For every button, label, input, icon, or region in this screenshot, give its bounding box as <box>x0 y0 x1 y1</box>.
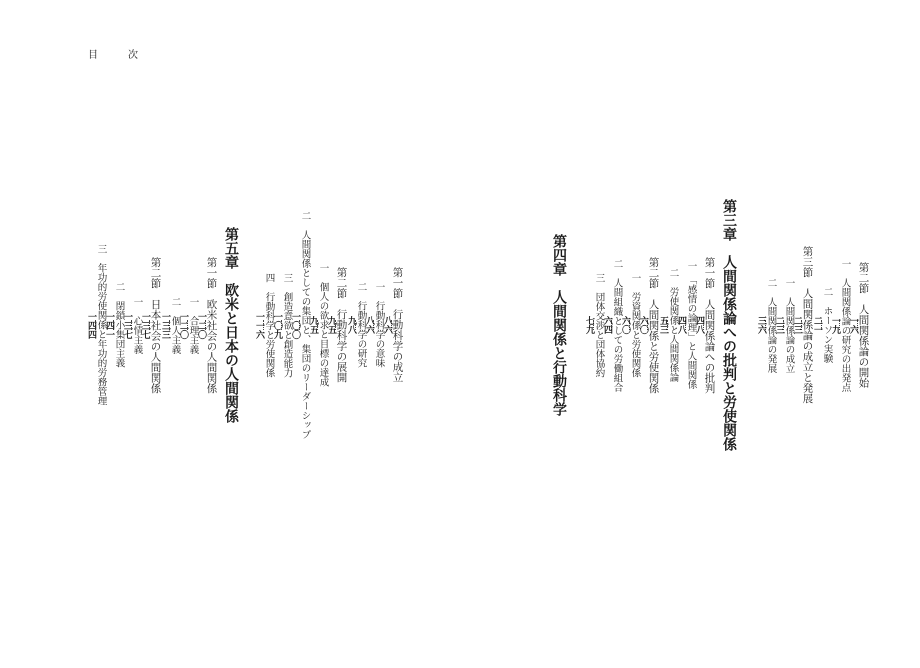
toc-entry <box>254 90 274 560</box>
toc-text: 三 年功的労使関係と年功的労務管理 <box>95 244 107 406</box>
toc-entry <box>694 90 715 560</box>
header-title: 目次 <box>88 50 168 61</box>
toc-entry <box>86 90 106 560</box>
toc-page: 八六 <box>382 316 392 334</box>
toc-page: 一三七 <box>122 311 132 339</box>
toc-text: 第一節 行動科学の成立 <box>391 267 404 383</box>
toc-page: 二三 <box>774 316 784 334</box>
toc-page: 一三三 <box>160 311 170 339</box>
toc-page: 一〇九 <box>272 311 282 339</box>
toc-text: 三 団体交渉と団体協約 <box>593 272 605 378</box>
toc-text: 第二節 行動科学の展開 <box>335 267 348 383</box>
toc-text: 一 個人の欲求と目標の達成 <box>317 263 329 387</box>
toc-text: 第一節 欧米社会の人間関係 <box>205 256 218 394</box>
toc-page: 二三 <box>792 316 802 334</box>
toc-text: 一 人間関係論の成立 <box>783 277 795 373</box>
chapter-title: 第四章 人間関係と行動科学 <box>551 234 567 416</box>
toc-entry <box>658 90 678 560</box>
toc-page: 二一 <box>812 316 822 334</box>
chapter-title: 第三章 人間関係論への批判と労使関係 <box>721 199 737 451</box>
chapter-heading <box>552 90 566 560</box>
toc-text: 二 個人主義 <box>169 296 181 354</box>
toc-page: 一四四 <box>86 311 96 339</box>
toc-page: 一六 <box>848 316 858 334</box>
toc-text: 一 心情主義 <box>131 296 143 354</box>
toc-page: 八六 <box>364 316 374 334</box>
toc-page: 一二〇 <box>196 311 206 339</box>
toc-text: 二 労使関係と人間関係論 <box>667 268 679 382</box>
toc-page: 一四一 <box>104 311 114 339</box>
toc-page: 五三 <box>658 316 668 334</box>
toc-page: 九八 <box>346 316 356 334</box>
toc-page: 四八 <box>676 316 686 334</box>
toc-page: 九五 <box>326 316 336 334</box>
chapter-heading <box>722 90 736 560</box>
toc-page: 六〇 <box>620 316 630 334</box>
toc-page: 六〇 <box>638 316 648 334</box>
toc-page: 六四 <box>602 316 612 334</box>
toc-text: 二 閉鎖小集団主義 <box>113 282 125 368</box>
toc-entry <box>756 90 776 560</box>
toc-entry <box>848 90 869 560</box>
toc-entry <box>196 90 217 560</box>
toc-text: 二 人間関係としての集団と、集団のリーダーシップ <box>299 211 311 439</box>
toc-page: 一〇〇 <box>290 311 300 339</box>
toc-entry <box>346 90 366 560</box>
toc-text: 第三節 人間関係論の成立と発展 <box>801 246 814 404</box>
toc-text: 四 行動科学と労使関係 <box>263 272 275 378</box>
toc-text: 一 人間関係論の研究の出発点 <box>839 258 851 392</box>
toc-entry <box>140 90 161 560</box>
toc-entry <box>160 90 180 560</box>
chapter-heading <box>224 90 238 560</box>
toc-text: 二 人間組織としての労働組合 <box>611 258 623 392</box>
toc-text: 三 創造意欲と創造能力 <box>281 272 293 378</box>
toc-entry <box>792 90 813 560</box>
toc-page: 七九 <box>584 316 594 334</box>
toc-page: 四八 <box>694 316 704 334</box>
toc-text: 一 労資関係と労使関係 <box>629 272 641 378</box>
toc-text: 第二節 人間関係論の開始 <box>857 262 870 388</box>
page-header <box>88 46 168 61</box>
toc-entry <box>812 90 832 560</box>
toc-text: 第二節 日本社会の人間関係 <box>149 256 162 394</box>
toc-text: 二 ホーソン実験 <box>821 287 833 363</box>
toc-page: 一一六 <box>254 311 264 339</box>
toc-text: 第二節 人間関係と労使関係 <box>647 256 660 394</box>
toc-entry <box>326 90 347 560</box>
toc-page: 九五 <box>308 316 318 334</box>
toc-text: 一 「感情の論理」と人間関係 <box>685 260 697 390</box>
toc-entry <box>638 90 659 560</box>
toc-page: 一二〇 <box>178 311 188 339</box>
toc-page: 一三七 <box>140 311 150 339</box>
toc-text: 二 人間関係論の発展 <box>765 277 777 373</box>
toc-text: 二 行動科学の研究 <box>355 282 367 368</box>
toc-entry <box>584 90 604 560</box>
chapter-title: 第五章 欧米と日本の人間関係 <box>223 227 239 423</box>
toc-page: 一九 <box>830 316 840 334</box>
toc-text: 一 行動科学の意味 <box>373 282 385 368</box>
toc-page: 三六 <box>756 316 766 334</box>
toc-entry <box>382 90 403 560</box>
toc-text: 第一節 人間関係論への批判 <box>703 256 716 394</box>
toc-text: 一 合理主義 <box>187 296 199 354</box>
